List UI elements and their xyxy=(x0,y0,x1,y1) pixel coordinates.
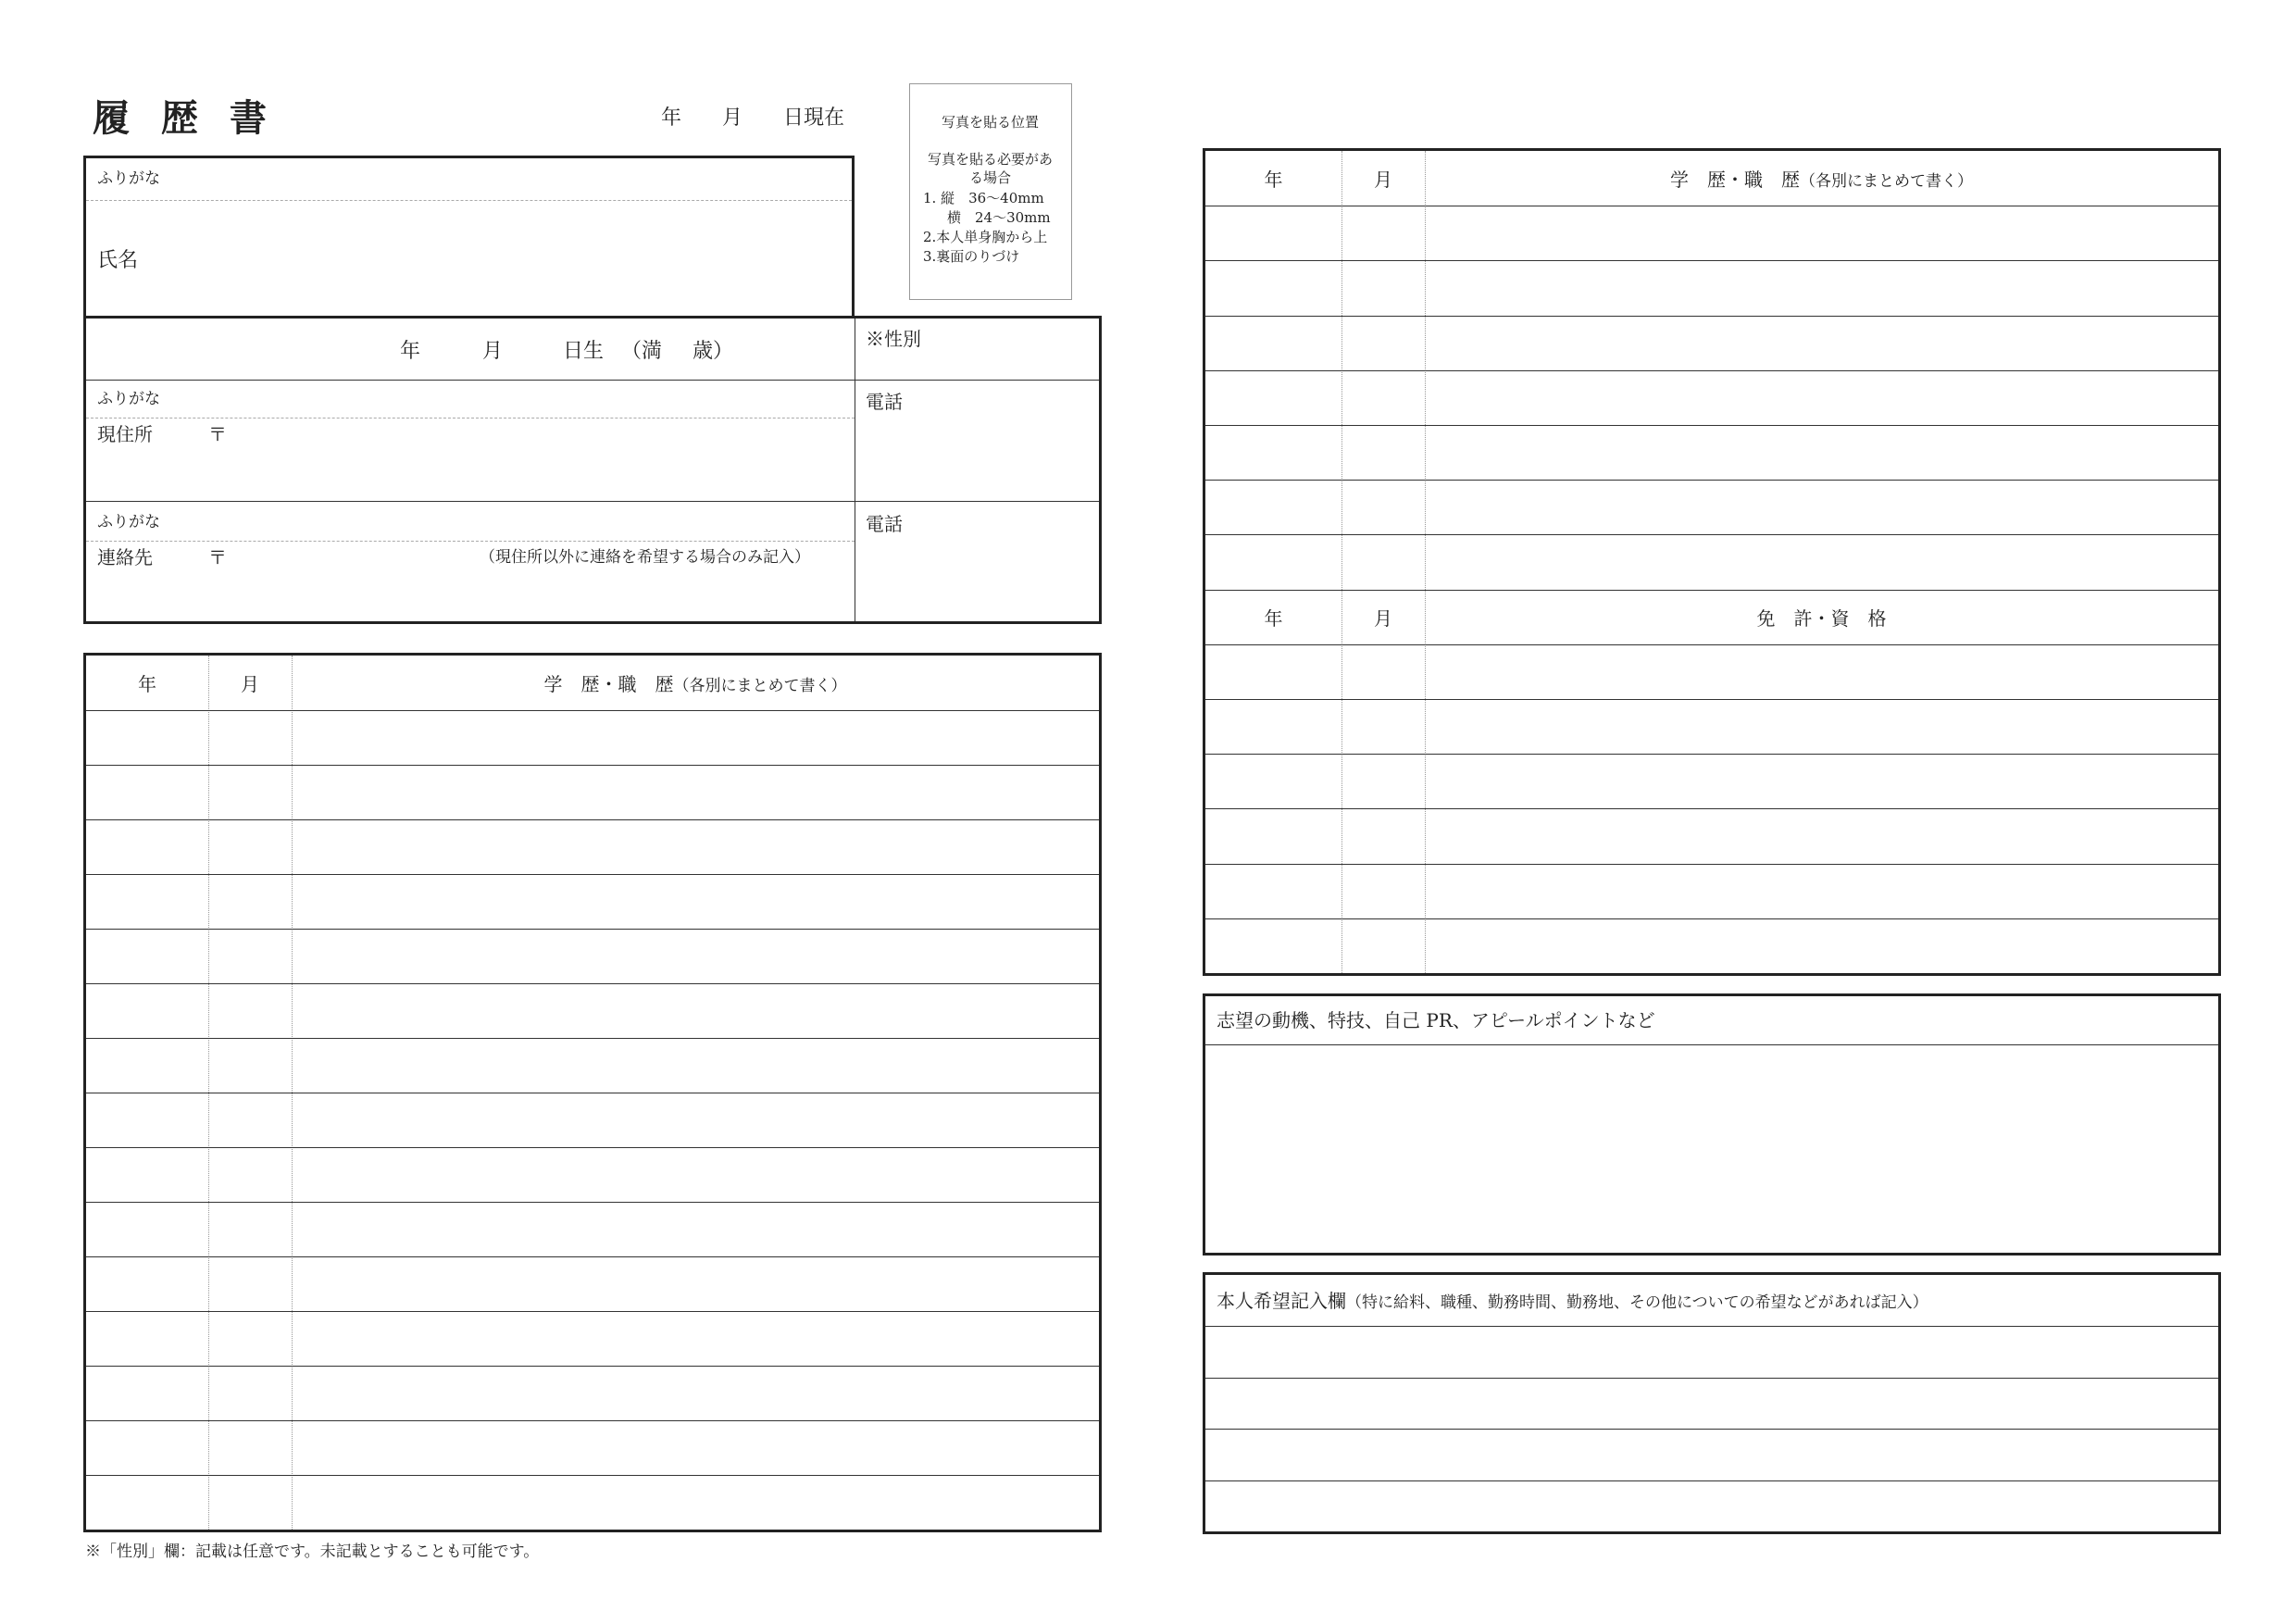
row-divider xyxy=(1205,808,2218,809)
row-divider xyxy=(1205,1429,2218,1430)
month-content-divider-right xyxy=(1425,151,1426,973)
wishes-note: （特に給料、職種、勤務時間、勤務地、その他についての希望などがあれば記入） xyxy=(1346,1293,1928,1312)
history-cell[interactable] xyxy=(293,1423,1097,1472)
row-divider xyxy=(1205,260,2218,261)
month-cell[interactable] xyxy=(1343,428,1423,477)
row-divider xyxy=(86,1256,1099,1257)
year-cell[interactable] xyxy=(86,1259,206,1308)
month-cell[interactable] xyxy=(210,1095,290,1144)
license-year-cell[interactable] xyxy=(1205,811,1340,860)
row-divider xyxy=(86,1420,1099,1421)
year-cell[interactable] xyxy=(86,931,206,981)
row-divider xyxy=(1205,590,2218,591)
license-col-year-header: 年 xyxy=(1264,607,1283,630)
history-cell[interactable] xyxy=(1427,319,2216,368)
month-cell[interactable] xyxy=(210,1368,290,1418)
col-year-header: 年 xyxy=(138,673,156,695)
gender-field[interactable] xyxy=(858,356,1099,378)
birth-row-divider xyxy=(86,380,1099,381)
wishes-box xyxy=(1203,1272,2221,1534)
row-divider xyxy=(86,1202,1099,1203)
motivation-box xyxy=(1203,993,2221,1255)
row-divider xyxy=(1205,644,2218,645)
phone-label: 電話 xyxy=(866,391,903,413)
birth-month-label: 月 xyxy=(482,340,504,363)
month-cell[interactable] xyxy=(210,1150,290,1199)
month-cell[interactable] xyxy=(1343,208,1423,257)
birth-year-label: 年 xyxy=(400,340,421,363)
month-cell[interactable] xyxy=(1343,482,1423,531)
photo-line-3: 1. 縦 36〜40mm xyxy=(923,190,1044,206)
photo-line-5: 2.本人単身胸から上 xyxy=(923,229,1048,245)
license-cell[interactable] xyxy=(1427,647,2216,696)
row-divider xyxy=(86,819,1099,820)
row-divider xyxy=(86,983,1099,984)
gender-label: ※性別 xyxy=(866,328,921,350)
name-box xyxy=(83,156,855,319)
photo-line-4: 横 24〜30mm xyxy=(947,209,1051,226)
history-cell[interactable] xyxy=(1427,373,2216,422)
birth-address-box xyxy=(83,316,1102,624)
row-divider xyxy=(1205,1378,2218,1379)
photo-line-2: る場合 xyxy=(968,169,1011,186)
history-cell[interactable] xyxy=(293,1478,1097,1527)
col-history-note-right: （各別にまとめて書く） xyxy=(1800,172,1973,191)
month-cell[interactable] xyxy=(1343,263,1423,312)
date-day-now-label: 日現在 xyxy=(783,106,845,130)
address-field[interactable] xyxy=(234,422,845,496)
history-cell[interactable] xyxy=(293,1259,1097,1308)
row-divider xyxy=(86,1038,1099,1039)
history-cell[interactable] xyxy=(293,1150,1097,1199)
row-divider xyxy=(1205,534,2218,535)
license-month-cell[interactable] xyxy=(1343,867,1423,916)
year-cell[interactable] xyxy=(1205,319,1340,368)
address-postal-mark: 〒 xyxy=(208,423,227,445)
history-cell[interactable] xyxy=(293,768,1097,817)
row-divider xyxy=(86,874,1099,875)
history-cell[interactable] xyxy=(293,1368,1097,1418)
history-cell[interactable] xyxy=(293,931,1097,981)
month-cell[interactable] xyxy=(210,1259,290,1308)
year-cell[interactable] xyxy=(86,1314,206,1363)
history-table-left xyxy=(83,653,1102,1532)
license-year-cell[interactable] xyxy=(1205,702,1340,751)
month-cell[interactable] xyxy=(210,713,290,762)
history-cell[interactable] xyxy=(1427,537,2216,586)
name-field[interactable] xyxy=(179,205,845,306)
history-cell[interactable] xyxy=(293,713,1097,762)
month-cell[interactable] xyxy=(1343,319,1423,368)
photo-placeholder xyxy=(909,83,1072,300)
license-cell[interactable] xyxy=(1427,702,2216,751)
license-cell[interactable] xyxy=(1427,811,2216,860)
photo-line-6: 3.裏面のりづけ xyxy=(923,248,1020,265)
license-month-cell[interactable] xyxy=(1343,811,1423,860)
age-close-label: 歳） xyxy=(693,340,734,363)
col-history-note: （各別にまとめて書く） xyxy=(673,677,847,695)
license-cell[interactable] xyxy=(1427,756,2216,806)
history-cell[interactable] xyxy=(293,822,1097,871)
year-cell[interactable] xyxy=(1205,208,1340,257)
license-year-cell[interactable] xyxy=(1205,756,1340,806)
col-month-header: 月 xyxy=(241,673,259,695)
row-divider xyxy=(86,1475,1099,1476)
license-cell[interactable] xyxy=(1427,867,2216,916)
row-divider xyxy=(86,765,1099,766)
history-cell[interactable] xyxy=(293,1095,1097,1144)
month-cell[interactable] xyxy=(210,1314,290,1363)
year-cell[interactable] xyxy=(1205,482,1340,531)
license-month-cell[interactable] xyxy=(1343,647,1423,696)
address-row-divider xyxy=(86,501,1099,502)
year-cell[interactable] xyxy=(86,1041,206,1090)
month-cell[interactable] xyxy=(1343,373,1423,422)
contact-furigana-label: ふりがな xyxy=(97,513,160,531)
year-cell[interactable] xyxy=(1205,537,1340,586)
month-cell[interactable] xyxy=(210,931,290,981)
month-cell[interactable] xyxy=(210,1205,290,1254)
birth-day-label: 日生 xyxy=(563,340,605,363)
date-month-label: 月 xyxy=(722,106,743,130)
photo-title: 写真を貼る位置 xyxy=(941,114,1039,131)
history-cell[interactable] xyxy=(293,1205,1097,1254)
license-month-cell[interactable] xyxy=(1343,921,1423,970)
footnote: ※「性別」欄：記載は任意です。未記載とすることも可能です。 xyxy=(85,1543,540,1561)
year-cell[interactable] xyxy=(86,1095,206,1144)
photo-line-1: 写真を貼る必要があ xyxy=(927,151,1053,168)
contact-note: （現住所以外に連絡を希望する場合のみ記入） xyxy=(480,548,810,567)
row-divider xyxy=(1205,480,2218,481)
contact-label: 連絡先 xyxy=(97,546,153,568)
col-history-header-right xyxy=(1425,170,2218,190)
month-cell[interactable] xyxy=(210,768,290,817)
license-year-cell[interactable] xyxy=(1205,921,1340,970)
year-cell[interactable] xyxy=(86,1368,206,1418)
history-cell[interactable] xyxy=(293,986,1097,1035)
contact-phone-label: 電話 xyxy=(866,513,903,535)
row-divider xyxy=(1205,918,2218,919)
row-divider xyxy=(86,710,1099,711)
history-cell[interactable] xyxy=(1427,208,2216,257)
furigana-divider xyxy=(86,200,852,201)
motivation-label: 志望の動機、特技、自己 PR、アピールポイントなど xyxy=(1217,1009,1655,1031)
address-furigana-label: ふりがな xyxy=(97,390,160,408)
row-divider xyxy=(1205,864,2218,865)
col-history-title-right: 学 歴・職 歴 xyxy=(1670,169,1800,191)
year-cell[interactable] xyxy=(86,1423,206,1472)
contact-phone-field[interactable] xyxy=(858,541,1099,615)
row-divider xyxy=(1205,1480,2218,1481)
col-month-header-right: 月 xyxy=(1374,169,1392,191)
year-cell[interactable] xyxy=(86,1150,206,1199)
wishes-line-field[interactable] xyxy=(1209,1329,2215,1375)
history-cell[interactable] xyxy=(293,877,1097,926)
address-label: 現住所 xyxy=(97,423,153,445)
history-license-table xyxy=(1203,148,2221,976)
month-cell[interactable] xyxy=(210,1041,290,1090)
year-cell[interactable] xyxy=(86,877,206,926)
contact-field[interactable] xyxy=(234,570,845,617)
year-cell[interactable] xyxy=(86,1478,206,1527)
age-open-label: （満 xyxy=(621,340,663,363)
motivation-divider xyxy=(1205,1044,2218,1045)
wishes-line-field[interactable] xyxy=(1209,1431,2215,1478)
wishes-line-field[interactable] xyxy=(1209,1483,2215,1530)
row-divider xyxy=(1205,1326,2218,1327)
name-label: 氏名 xyxy=(97,249,139,272)
year-cell[interactable] xyxy=(86,713,206,762)
year-cell[interactable] xyxy=(86,822,206,871)
license-col-month-header: 月 xyxy=(1374,607,1392,630)
license-year-cell[interactable] xyxy=(1205,867,1340,916)
month-cell[interactable] xyxy=(210,1423,290,1472)
license-cell[interactable] xyxy=(1427,921,2216,970)
license-month-cell[interactable] xyxy=(1343,702,1423,751)
wishes-header xyxy=(1217,1292,1928,1311)
month-cell[interactable] xyxy=(1343,537,1423,586)
row-divider xyxy=(86,1311,1099,1312)
year-cell[interactable] xyxy=(1205,373,1340,422)
col-history-title: 学 歴・職 歴 xyxy=(543,673,674,695)
wishes-label: 本人希望記入欄 xyxy=(1217,1290,1346,1312)
history-cell[interactable] xyxy=(293,1314,1097,1363)
row-divider xyxy=(86,929,1099,930)
year-cell[interactable] xyxy=(86,986,206,1035)
document-title: 履 歴 書 xyxy=(93,96,276,140)
history-cell[interactable] xyxy=(1427,263,2216,312)
row-divider xyxy=(86,1366,1099,1367)
wishes-line-field[interactable] xyxy=(1209,1380,2215,1427)
row-divider xyxy=(1205,425,2218,426)
date-year-label: 年 xyxy=(661,106,682,130)
contact-furigana-divider xyxy=(86,541,855,542)
row-divider xyxy=(86,1147,1099,1148)
license-month-cell[interactable] xyxy=(1343,756,1423,806)
name-furigana-label: ふりがな xyxy=(97,169,160,188)
year-cell[interactable] xyxy=(1205,263,1340,312)
row-divider xyxy=(1205,316,2218,317)
year-cell[interactable] xyxy=(86,768,206,817)
month-cell[interactable] xyxy=(210,822,290,871)
month-cell[interactable] xyxy=(210,986,290,1035)
year-cell[interactable] xyxy=(86,1205,206,1254)
month-cell[interactable] xyxy=(210,1478,290,1527)
col-year-header-right: 年 xyxy=(1264,169,1283,191)
month-cell[interactable] xyxy=(210,877,290,926)
motivation-field[interactable] xyxy=(1209,1048,2215,1250)
history-cell[interactable] xyxy=(1427,482,2216,531)
license-year-cell[interactable] xyxy=(1205,647,1340,696)
row-divider xyxy=(1205,370,2218,371)
history-cell[interactable] xyxy=(1427,428,2216,477)
col-history-header xyxy=(292,675,1099,694)
phone-field[interactable] xyxy=(858,420,1099,494)
row-divider xyxy=(1205,699,2218,700)
row-divider xyxy=(1205,754,2218,755)
year-month-divider-right xyxy=(1341,151,1342,973)
license-col-title-header: 免 許・資 格 xyxy=(1756,607,1887,630)
contact-postal-mark: 〒 xyxy=(208,546,227,568)
year-cell[interactable] xyxy=(1205,428,1340,477)
history-cell[interactable] xyxy=(293,1041,1097,1090)
